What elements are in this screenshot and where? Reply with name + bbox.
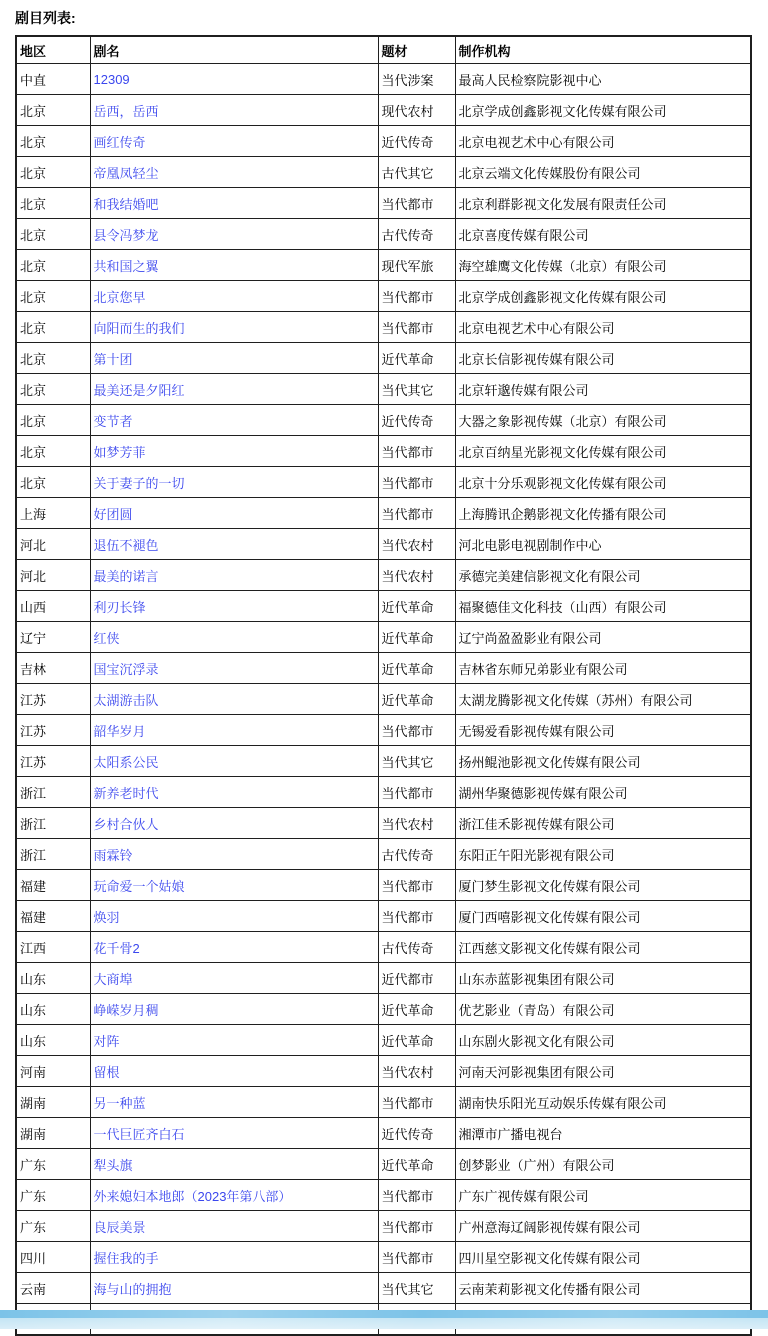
region-cell: 江苏 xyxy=(16,746,90,777)
genre-cell: 古代传奇 xyxy=(378,839,455,870)
drama-cell xyxy=(90,1211,378,1242)
genre-cell: 当代都市 xyxy=(378,312,455,343)
table-row xyxy=(16,994,751,1025)
drama-cell xyxy=(90,994,378,1025)
drama-cell xyxy=(90,560,378,591)
table-row xyxy=(16,777,751,808)
drama-cell xyxy=(90,684,378,715)
drama-title-link[interactable]: 韶华岁月 xyxy=(93,723,146,739)
genre-cell: 现代农村 xyxy=(378,95,455,126)
drama-title-link[interactable]: 留根 xyxy=(93,1064,120,1080)
table-row xyxy=(16,219,751,250)
genre-cell: 当代都市 xyxy=(378,188,455,219)
drama-cell xyxy=(90,343,378,374)
program-table-body xyxy=(16,64,751,1336)
producer-cell: 浙江佳禾影视传媒有限公司 xyxy=(455,808,751,839)
drama-cell xyxy=(90,901,378,932)
drama-title-link[interactable]: 乡村合伙人 xyxy=(93,816,159,832)
drama-cell xyxy=(90,312,378,343)
producer-cell: 云南茉莉影视文化传播有限公司 xyxy=(455,1273,751,1304)
drama-cell xyxy=(90,622,378,653)
genre-cell: 古代传奇 xyxy=(378,219,455,250)
region-cell: 北京 xyxy=(16,374,90,405)
drama-title-link[interactable]: 最美的诺言 xyxy=(93,568,159,584)
region-cell: 江苏 xyxy=(16,715,90,746)
drama-cell xyxy=(90,777,378,808)
table-row xyxy=(16,64,751,95)
drama-cell xyxy=(90,715,378,746)
drama-title-link[interactable]: 新养老时代 xyxy=(93,785,159,801)
genre-cell: 当代其它 xyxy=(378,374,455,405)
drama-cell xyxy=(90,963,378,994)
drama-cell xyxy=(90,808,378,839)
drama-cell xyxy=(90,591,378,622)
genre-cell: 当代都市 xyxy=(378,777,455,808)
drama-title-link[interactable]: 一代巨匠齐白石 xyxy=(93,1126,185,1142)
region-cell: 山西 xyxy=(16,591,90,622)
producer-cell: 四川星空影视文化传媒有限公司 xyxy=(455,1242,751,1273)
region-cell: 浙江 xyxy=(16,839,90,870)
producer-cell: 江西慈文影视文化传媒有限公司 xyxy=(455,932,751,963)
drama-title-link[interactable]: 焕羽 xyxy=(93,909,120,925)
drama-title-link[interactable]: 另一种蓝 xyxy=(93,1095,146,1111)
region-cell: 北京 xyxy=(16,188,90,219)
genre-cell: 近代革命 xyxy=(378,591,455,622)
drama-title-link[interactable]: 海与山的拥抱 xyxy=(93,1281,172,1297)
producer-cell: 山东赤蓝影视集团有限公司 xyxy=(455,963,751,994)
page-title: 剧目列表: xyxy=(15,10,76,26)
table-row xyxy=(16,188,751,219)
region-cell: 北京 xyxy=(16,281,90,312)
table-row xyxy=(16,1180,751,1211)
drama-cell xyxy=(90,1118,378,1149)
producer-cell: 优艺影业（青岛）有限公司 xyxy=(455,994,751,1025)
producer-cell: 湖南快乐阳光互动娱乐传媒有限公司 xyxy=(455,1087,751,1118)
region-cell: 上海 xyxy=(16,498,90,529)
producer-cell: 海空雄鹰文化传媒（北京）有限公司 xyxy=(455,250,751,281)
genre-cell: 当代都市 xyxy=(378,1242,455,1273)
drama-cell xyxy=(90,436,378,467)
producer-cell: 厦门梦生影视文化传媒有限公司 xyxy=(455,870,751,901)
table-row xyxy=(16,932,751,963)
drama-cell xyxy=(90,374,378,405)
drama-cell xyxy=(90,839,378,870)
drama-cell xyxy=(90,219,378,250)
region-cell: 云南 xyxy=(16,1273,90,1304)
genre-cell: 当代都市 xyxy=(378,901,455,932)
drama-cell xyxy=(90,1087,378,1118)
drama-title-link[interactable]: 帝凰凤轻尘 xyxy=(93,165,159,181)
genre-cell: 近代革命 xyxy=(378,653,455,684)
drama-title-link[interactable]: 县令冯梦龙 xyxy=(93,227,159,243)
table-row xyxy=(16,126,751,157)
genre-cell: 当代都市 xyxy=(378,870,455,901)
producer-cell: 辽宁尚盈盈影业有限公司 xyxy=(455,622,751,653)
drama-title-link[interactable]: 好团圆 xyxy=(93,506,133,522)
drama-title-link[interactable]: 花千骨2 xyxy=(93,940,140,956)
drama-cell xyxy=(90,467,378,498)
region-cell: 中直 xyxy=(16,64,90,95)
table-row xyxy=(16,467,751,498)
table-row xyxy=(16,1056,751,1087)
region-cell: 河北 xyxy=(16,529,90,560)
region-cell: 江西 xyxy=(16,932,90,963)
drama-cell xyxy=(90,250,378,281)
drama-cell xyxy=(90,405,378,436)
producer-cell: 东阳正午阳光影视有限公司 xyxy=(455,839,751,870)
table-row xyxy=(16,684,751,715)
producer-cell: 北京轩邈传媒有限公司 xyxy=(455,374,751,405)
drama-title-link[interactable]: 太阳系公民 xyxy=(93,754,159,770)
genre-cell: 当代农村 xyxy=(378,529,455,560)
drama-cell xyxy=(90,1273,378,1304)
genre-cell: 近代革命 xyxy=(378,343,455,374)
drama-cell xyxy=(90,1056,378,1087)
drama-title-link[interactable]: 第十团 xyxy=(93,351,133,367)
table-row xyxy=(16,529,751,560)
table-row xyxy=(16,1242,751,1273)
table-row xyxy=(16,839,751,870)
genre-cell: 当代其它 xyxy=(378,1273,455,1304)
table-row xyxy=(16,870,751,901)
genre-cell: 近代革命 xyxy=(378,994,455,1025)
drama-cell xyxy=(90,653,378,684)
region-cell: 湖南 xyxy=(16,1087,90,1118)
table-row xyxy=(16,1025,751,1056)
producer-cell: 河北电影电视剧制作中心 xyxy=(455,529,751,560)
header-drama-name: 剧名 xyxy=(90,36,378,64)
table-row xyxy=(16,808,751,839)
genre-cell: 当代农村 xyxy=(378,560,455,591)
region-cell: 江苏 xyxy=(16,684,90,715)
table-row xyxy=(16,560,751,591)
region-cell: 北京 xyxy=(16,467,90,498)
producer-cell: 湘潭市广播电视台 xyxy=(455,1118,751,1149)
region-cell: 北京 xyxy=(16,436,90,467)
drama-cell xyxy=(90,746,378,777)
region-cell: 河南 xyxy=(16,1056,90,1087)
drama-title-link[interactable]: 大商埠 xyxy=(93,971,133,987)
drama-cell xyxy=(90,281,378,312)
producer-cell: 北京电视艺术中心有限公司 xyxy=(455,126,751,157)
table-row xyxy=(16,1118,751,1149)
region-cell: 北京 xyxy=(16,157,90,188)
region-cell: 湖南 xyxy=(16,1118,90,1149)
genre-cell: 当代农村 xyxy=(378,1056,455,1087)
table-row xyxy=(16,436,751,467)
region-cell: 辽宁 xyxy=(16,622,90,653)
drama-cell xyxy=(90,1180,378,1211)
producer-cell: 北京长信影视传媒有限公司 xyxy=(455,343,751,374)
table-row xyxy=(16,312,751,343)
producer-cell: 吉林省东师兄弟影业有限公司 xyxy=(455,653,751,684)
region-cell: 北京 xyxy=(16,126,90,157)
producer-cell: 最高人民检察院影视中心 xyxy=(455,64,751,95)
drama-title-link[interactable]: 共和国之翼 xyxy=(93,258,159,274)
drama-title-link[interactable]: 犁头旗 xyxy=(93,1157,133,1173)
table-row xyxy=(16,1211,751,1242)
genre-cell: 当代都市 xyxy=(378,1211,455,1242)
genre-cell: 当代都市 xyxy=(378,467,455,498)
producer-cell: 山东剧火影视文化有限公司 xyxy=(455,1025,751,1056)
table-row xyxy=(16,405,751,436)
region-cell: 浙江 xyxy=(16,777,90,808)
drama-title-link[interactable]: 如梦芳菲 xyxy=(93,444,146,460)
producer-cell: 无锡爱看影视传媒有限公司 xyxy=(455,715,751,746)
genre-cell: 当代都市 xyxy=(378,1180,455,1211)
genre-cell: 当代都市 xyxy=(378,436,455,467)
region-cell: 四川 xyxy=(16,1242,90,1273)
producer-cell: 河南天河影视集团有限公司 xyxy=(455,1056,751,1087)
producer-cell: 北京十分乐观影视文化传媒有限公司 xyxy=(455,467,751,498)
drama-cell xyxy=(90,498,378,529)
drama-cell xyxy=(90,1149,378,1180)
table-row xyxy=(16,963,751,994)
footer-decoration-band xyxy=(0,1310,768,1329)
region-cell: 广东 xyxy=(16,1180,90,1211)
genre-cell: 近代革命 xyxy=(378,1149,455,1180)
producer-cell: 广州意海辽阔影视传媒有限公司 xyxy=(455,1211,751,1242)
drama-cell xyxy=(90,126,378,157)
drama-title-link[interactable]: 太湖游击队 xyxy=(93,692,159,708)
genre-cell: 当代涉案 xyxy=(378,64,455,95)
producer-cell: 创梦影业（广州）有限公司 xyxy=(455,1149,751,1180)
producer-cell: 扬州鲲池影视文化传媒有限公司 xyxy=(455,746,751,777)
producer-cell: 太湖龙腾影视文化传媒（苏州）有限公司 xyxy=(455,684,751,715)
drama-title-link[interactable]: 利刃长锋 xyxy=(93,599,146,615)
genre-cell: 当代都市 xyxy=(378,281,455,312)
producer-cell: 北京学成创鑫影视文化传媒有限公司 xyxy=(455,281,751,312)
region-cell: 北京 xyxy=(16,343,90,374)
region-cell: 福建 xyxy=(16,901,90,932)
table-row xyxy=(16,95,751,126)
table-row xyxy=(16,622,751,653)
drama-title-link[interactable]: 向阳而生的我们 xyxy=(93,320,185,336)
region-cell: 福建 xyxy=(16,870,90,901)
header-producer: 制作机构 xyxy=(455,36,751,64)
genre-cell: 当代农村 xyxy=(378,808,455,839)
producer-cell: 上海腾讯企鹅影视文化传播有限公司 xyxy=(455,498,751,529)
table-row xyxy=(16,1149,751,1180)
region-cell: 山东 xyxy=(16,963,90,994)
producer-cell: 大器之象影视传媒（北京）有限公司 xyxy=(455,405,751,436)
region-cell: 广东 xyxy=(16,1211,90,1242)
region-cell: 吉林 xyxy=(16,653,90,684)
table-row xyxy=(16,281,751,312)
drama-cell xyxy=(90,932,378,963)
drama-title-link[interactable]: 退伍不褪色 xyxy=(93,537,159,553)
region-cell: 山东 xyxy=(16,994,90,1025)
region-cell: 北京 xyxy=(16,95,90,126)
producer-cell: 厦门西嘻影视文化传媒有限公司 xyxy=(455,901,751,932)
drama-cell xyxy=(90,1242,378,1273)
genre-cell: 古代传奇 xyxy=(378,932,455,963)
table-header-row xyxy=(16,36,751,64)
producer-cell: 北京利群影视文化发展有限责任公司 xyxy=(455,188,751,219)
drama-title-link[interactable]: 玩命爱一个姑娘 xyxy=(93,878,185,894)
table-row xyxy=(16,591,751,622)
header-genre: 题材 xyxy=(378,36,455,64)
region-cell: 山东 xyxy=(16,1025,90,1056)
region-cell: 浙江 xyxy=(16,808,90,839)
drama-title-link[interactable]: 峥嵘岁月稠 xyxy=(93,1002,159,1018)
drama-title-link[interactable]: 12309 xyxy=(93,71,130,87)
genre-cell: 当代都市 xyxy=(378,1087,455,1118)
table-row xyxy=(16,1273,751,1304)
table-row xyxy=(16,157,751,188)
region-cell: 广东 xyxy=(16,1149,90,1180)
drama-title-link[interactable]: 北京您早 xyxy=(93,289,146,305)
producer-cell: 湖州华聚德影视传媒有限公司 xyxy=(455,777,751,808)
genre-cell: 现代军旅 xyxy=(378,250,455,281)
drama-title-link[interactable]: 变节者 xyxy=(93,413,133,429)
table-row xyxy=(16,653,751,684)
table-row xyxy=(16,901,751,932)
drama-cell xyxy=(90,157,378,188)
producer-cell: 广东广视传媒有限公司 xyxy=(455,1180,751,1211)
drama-title-link[interactable]: 红侠 xyxy=(93,630,120,646)
drama-cell xyxy=(90,64,378,95)
region-cell: 北京 xyxy=(16,250,90,281)
region-cell: 北京 xyxy=(16,405,90,436)
drama-title-link[interactable]: 良辰美景 xyxy=(93,1219,146,1235)
drama-title-link[interactable]: 岳西，岳西 xyxy=(93,103,159,119)
table-row xyxy=(16,343,751,374)
genre-cell: 近代传奇 xyxy=(378,1118,455,1149)
table-row xyxy=(16,1087,751,1118)
drama-cell xyxy=(90,529,378,560)
producer-cell: 承德完美建信影视文化有限公司 xyxy=(455,560,751,591)
drama-title-link[interactable]: 最美还是夕阳红 xyxy=(93,382,185,398)
drama-title-link[interactable]: 关于妻子的一切 xyxy=(93,475,185,491)
drama-cell xyxy=(90,1025,378,1056)
genre-cell: 近代革命 xyxy=(378,684,455,715)
genre-cell: 古代其它 xyxy=(378,157,455,188)
drama-title-link[interactable]: 对阵 xyxy=(93,1033,120,1049)
genre-cell: 近代传奇 xyxy=(378,405,455,436)
region-cell: 北京 xyxy=(16,312,90,343)
drama-title-link[interactable]: 画红传奇 xyxy=(93,134,146,150)
drama-cell xyxy=(90,188,378,219)
genre-cell: 近代革命 xyxy=(378,1025,455,1056)
genre-cell: 近代革命 xyxy=(378,622,455,653)
producer-cell: 福聚德佳文化科技（山西）有限公司 xyxy=(455,591,751,622)
drama-title-link[interactable]: 握住我的手 xyxy=(93,1250,159,1266)
drama-title-link[interactable]: 和我结婚吧 xyxy=(93,196,159,212)
genre-cell: 近代都市 xyxy=(378,963,455,994)
table-row xyxy=(16,746,751,777)
producer-cell: 北京喜度传媒有限公司 xyxy=(455,219,751,250)
producer-cell: 北京电视艺术中心有限公司 xyxy=(455,312,751,343)
table-row xyxy=(16,715,751,746)
table-row xyxy=(16,374,751,405)
producer-cell: 北京云端文化传媒股份有限公司 xyxy=(455,157,751,188)
drama-title-link[interactable]: 外来媳妇本地郎（2023年第八部） xyxy=(93,1188,292,1204)
genre-cell: 当代都市 xyxy=(378,715,455,746)
table-row xyxy=(16,498,751,529)
drama-title-link[interactable]: 雨霖铃 xyxy=(93,847,133,863)
region-cell: 河北 xyxy=(16,560,90,591)
drama-cell xyxy=(90,95,378,126)
table-row xyxy=(16,250,751,281)
drama-cell xyxy=(90,870,378,901)
header-region: 地区 xyxy=(16,36,90,64)
genre-cell: 近代传奇 xyxy=(378,126,455,157)
producer-cell: 北京学成创鑫影视文化传媒有限公司 xyxy=(455,95,751,126)
genre-cell: 当代其它 xyxy=(378,746,455,777)
region-cell: 北京 xyxy=(16,219,90,250)
drama-title-link[interactable]: 国宝沉浮录 xyxy=(93,661,159,677)
producer-cell: 北京百纳星光影视文化传媒有限公司 xyxy=(455,436,751,467)
genre-cell: 当代都市 xyxy=(378,498,455,529)
program-table xyxy=(15,35,752,1336)
